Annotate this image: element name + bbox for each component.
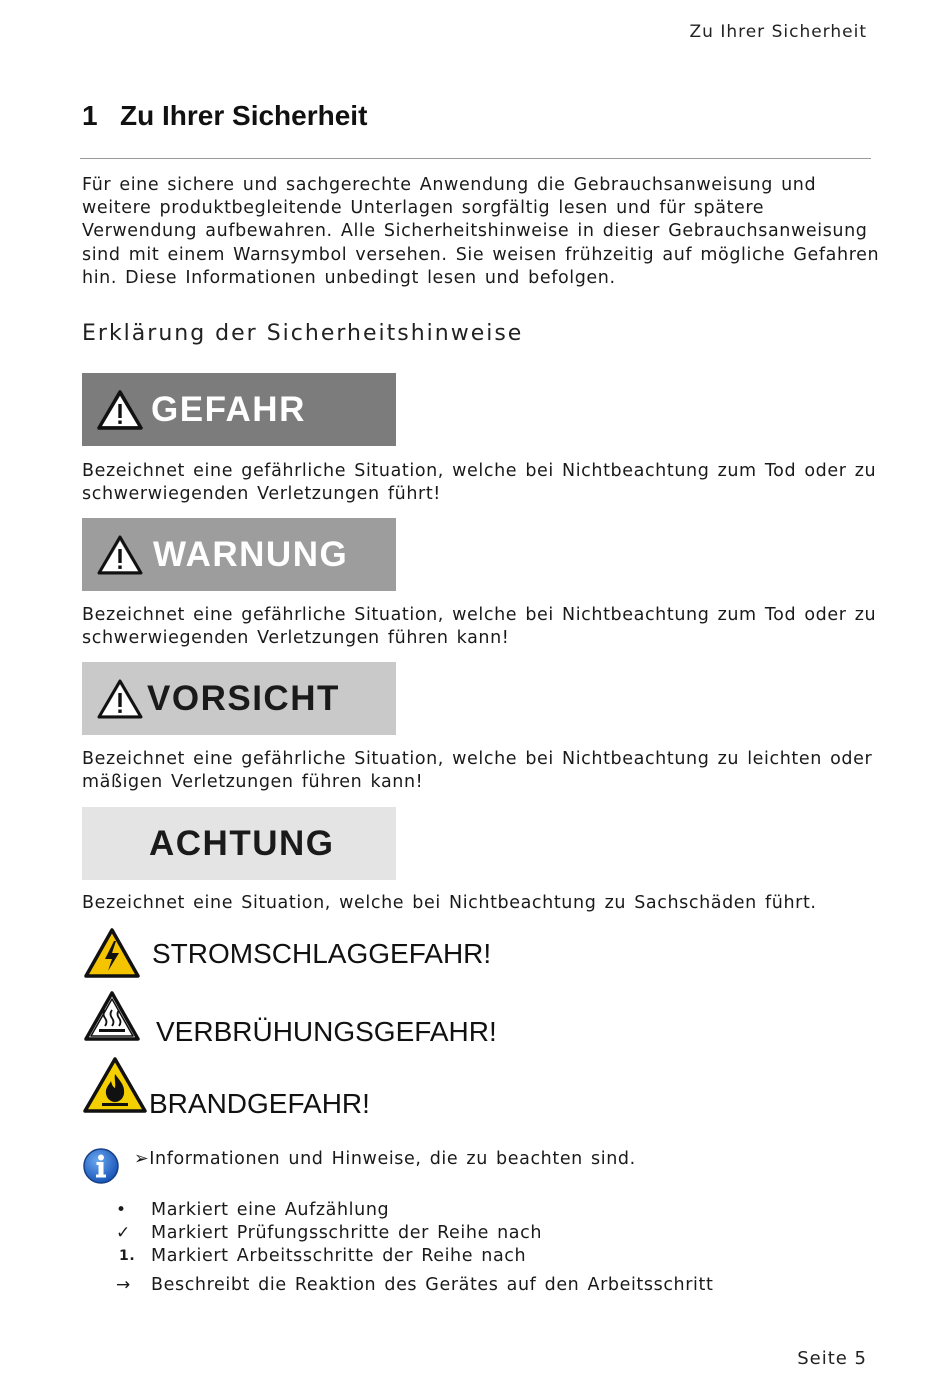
list-item-text: Beschreibt die Reaktion des Gerätes auf den Arbeitsschritt — [151, 1274, 714, 1295]
warning-triangle-icon — [97, 534, 143, 576]
info-text: Informationen und Hinweise, die zu beachten sind. — [149, 1149, 636, 1169]
arrow-mark: → — [116, 1274, 131, 1295]
intro-paragraph: Für eine sichere und sachgerechte Anwendung die Gebrauchsanweisung und weitere produktbegleitende Unterlagen sorgfältig lesen und für spätere Verwendung aufbewahren. Alle Sicherheitshinweise in dieser Gebrauchsanweisung sind mit einem Warnsymbol versehen. Sie weisen frühzeitig auf mögliche Gefahren hin. Diese Informationen unbedingt lesen und befolgen. — [82, 175, 880, 288]
heading-divider — [80, 158, 871, 159]
signal-word-label: GEFAHR — [151, 389, 306, 429]
hot-surface-warning-icon — [83, 990, 141, 1042]
signal-word-label: ACHTUNG — [149, 823, 335, 863]
signal-word-description: Bezeichnet eine gefährliche Situation, welche bei Nichtbeachtung zum Tod oder zu schwerwiegenden Verletzungen führt! — [82, 461, 877, 505]
section-heading — [82, 100, 367, 132]
list-item-text: Markiert Prüfungsschritte der Reihe nach — [151, 1222, 543, 1243]
bullet-mark: • — [116, 1199, 127, 1220]
signal-word-label: WARNUNG — [153, 534, 349, 574]
fire-warning-icon — [82, 1056, 148, 1114]
list-item — [116, 1273, 713, 1296]
subsection-heading: Erklärung der Sicherheitshinweise — [82, 321, 524, 346]
warning-triangle-icon — [97, 389, 143, 431]
section-title: Zu Ihrer Sicherheit — [120, 100, 368, 131]
info-icon — [82, 1147, 120, 1185]
check-mark: ✓ — [116, 1222, 131, 1243]
symbol-legend-list — [116, 1198, 713, 1296]
info-note — [134, 1149, 636, 1169]
list-item — [116, 1245, 713, 1268]
signal-word-description: Bezeichnet eine gefährliche Situation, welche bei Nichtbeachtung zum Tod oder zu schwerwiegenden Verletzungen führen kann! — [82, 605, 877, 649]
hazard-label: BRANDGEFAHR! — [149, 1088, 370, 1119]
section-number: 1 — [82, 100, 98, 131]
signal-word-description: Bezeichnet eine Situation, welche bei Nichtbeachtung zu Sachschäden führt. — [82, 893, 817, 913]
signal-word-vorsicht — [82, 662, 396, 735]
signal-word-gefahr — [82, 373, 396, 446]
signal-word-label: VORSICHT — [147, 678, 340, 718]
signal-word-warnung — [82, 518, 396, 591]
signal-word-achtung — [82, 807, 396, 880]
list-item-text: Markiert Arbeitsschritte der Reihe nach — [151, 1246, 527, 1267]
signal-word-description: Bezeichnet eine gefährliche Situation, welche bei Nichtbeachtung zu leichten oder mäßigen Verletzungen führen kann! — [82, 749, 873, 793]
list-item — [116, 1198, 713, 1221]
electric-shock-warning-icon — [83, 927, 141, 979]
list-item — [116, 1221, 713, 1244]
list-item-text: Markiert eine Aufzählung — [151, 1199, 390, 1220]
hazard-label: VERBRÜHUNGSGEFAHR! — [156, 1016, 497, 1047]
warning-triangle-icon — [97, 678, 143, 720]
hazard-label: STROMSCHLAGGEFAHR! — [152, 938, 492, 969]
number-mark: 1. — [119, 1248, 136, 1265]
page-number: Seite 5 — [797, 1348, 867, 1369]
running-header: Zu Ihrer Sicherheit — [689, 22, 867, 42]
info-marker: ➢ — [134, 1149, 150, 1169]
